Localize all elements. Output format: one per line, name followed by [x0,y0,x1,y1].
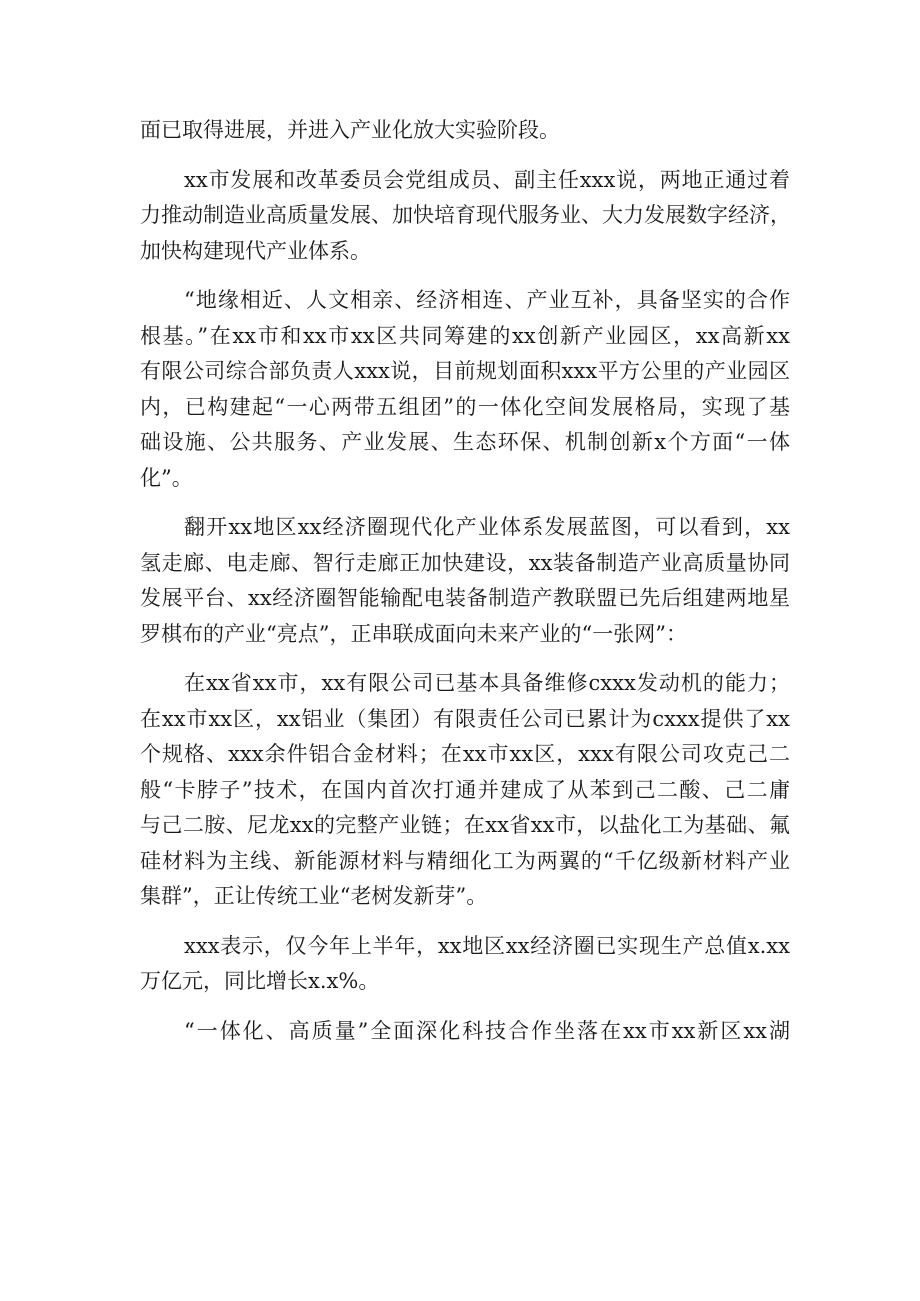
text-line: 发展平台、xx经济圈智能输配电装备制造产教联盟已先后组建两地星 [140,586,790,610]
paragraph-2 [140,163,790,270]
text-line: 在xx市xx区，xx铝业（集团）有限责任公司已累计为cxxx提供了xx [140,706,790,731]
text-line: 般“卡脖子”技术，在国内首次打通并建成了从苯到己二酸、己二庸 [140,777,790,802]
text-line: 化”。 [140,465,193,490]
paragraph-6 [140,929,790,1000]
text-line: 个规格、xxx余件铝合金材料；在xx市xx区，xxx有限公司攻克己二 [140,742,790,766]
text-line: 在xx省xx市，xx有限公司已基本具备维修cxxx发动机的能力； [184,671,790,695]
text-line: 翻开xx地区xx经济圈现代化产业体系发展蓝图，可以看到，xx [184,515,790,539]
text-line: 有限公司综合部负责人xxx说，目前规划面积xxx平方公里的产业园区 [140,359,790,383]
paragraph-3 [140,283,790,496]
text-line: 面已取得进展，并进入产业化放大实验阶段。 [140,118,560,142]
paragraph-7 [140,1014,790,1050]
text-line: 集群”，正让传统工业“老树发新芽”。 [140,884,488,908]
text-line: 与己二胺、尼龙xx的完整产业链；在xx省xx市，以盐化工为基础、氟 [140,813,790,837]
text-line: 础设施、公共服务、产业发展、生态环保、机制创新x个方面“一体 [140,430,790,454]
paragraph-4 [140,510,790,652]
text-line: 万亿元，同比增长x.x%。 [140,969,380,993]
text-line: 根基。”在xx市和xx市xx区共同筹建的xx创新产业园区，xx高新xx [140,323,790,348]
text-line: xx市发展和改革委员会党组成员、副主任xxx说，两地正通过着 [184,167,790,192]
paragraph-1 [140,113,790,149]
text-line: “一体化、高质量”全面深化科技合作坐落在xx市xx新区xx湖 [184,1018,790,1043]
text-line: 力推动制造业高质量发展、加快培育现代服务业、大力发展数字经济， [140,203,791,227]
text-line: 罗棋布的产业“亮点”，正串联成面向未来产业的“一张网”： [140,621,687,646]
text-line: 氢走廊、电走廊、智行走廊正加快建设，xx装备制造产业高质量协同 [140,550,790,575]
text-line: 硅材料为主线、新能源材料与精细化工为两翼的“千亿级新材料产业 [140,848,790,873]
document-body [140,113,790,1063]
paragraph-5 [140,666,790,915]
text-line: “地缘相近、人文相亲、经济相连、产业互补，具备坚实的合作 [184,288,790,312]
text-line: 内，已构建起“一心两带五组团”的一体化空间发展格局，实现了基 [140,394,790,419]
text-line: xxx表示，仅今年上半年，xx地区xx经济圈已实现生产总值x.xx [184,933,790,958]
text-line: 加快构建现代产业体系。 [140,238,371,263]
